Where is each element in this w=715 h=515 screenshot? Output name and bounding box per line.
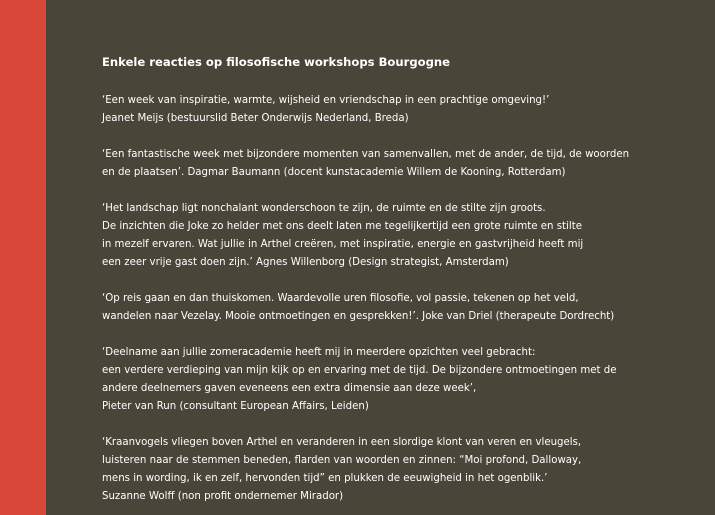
testimonial-line: ‘Een week van inspiratie, warmte, wijsheid en vriendschap in een prachtige omgeving!’ (102, 95, 550, 106)
testimonial-line: ‘Kraanvogels vliegen boven Arthel en veranderen in een slordige klont van veren en vleugels, (102, 437, 582, 448)
testimonial-author: Jeanet Meijs (bestuurslid Beter Onderwijs Nederland, Breda) (102, 113, 409, 124)
testimonial-line: De inzichten die Joke zo helder met ons deelt laten me tegelijkertijd een grote ruimte en stilte (102, 221, 582, 232)
testimonial (102, 92, 702, 128)
content-column (102, 53, 702, 515)
testimonial (102, 434, 702, 506)
testimonial-line: ‘Deelname aan jullie zomeracademie heeft mij in meerdere opzichten veel gebracht: (102, 347, 536, 358)
testimonial-line: andere deelnemers gaven eveneens een extra dimensie aan deze week’, (102, 383, 477, 394)
testimonial-line: luisteren naar de stemmen beneden, flarden van woorden en zinnen: “Moi profond, Dalloway, (102, 455, 582, 466)
testimonial-line: ‘Het landschap ligt nonchalant wonderschoon te zijn, de ruimte en de stilte zijn groots. (102, 203, 546, 214)
testimonial-line: ‘Een fantastische week met bijzondere momenten van samenvallen, met de ander, de tijd, de woorden (102, 149, 630, 160)
testimonial-author: Suzanne Wolff (non profit ondernemer Mirador) (102, 491, 344, 502)
testimonial-author: Pieter van Run (consultant European Affairs, Leiden) (102, 401, 369, 412)
testimonial-line: mens in wording, ik en zelf, hervonden tijd” en plukken de eeuwigheid in het ogenblik.’ (102, 473, 548, 484)
testimonial-line: en de plaatsen’. Dagmar Baumann (docent kunstacademie Willem de Kooning, Rotterdam) (102, 167, 566, 178)
testimonial-line: ‘Op reis gaan en dan thuiskomen. Waardevolle uren filosofie, vol passie, tekenen op het veld, (102, 293, 579, 304)
testimonial (102, 146, 702, 182)
accent-bar (0, 0, 46, 515)
testimonial (102, 344, 702, 416)
testimonial-line: een zeer vrije gast doen zijn.’ Agnes Willenborg (Design strategist, Amsterdam) (102, 257, 509, 268)
page-title: Enkele reacties op filosofische workshops Bourgogne (102, 55, 451, 69)
testimonial (102, 290, 702, 326)
testimonial (102, 200, 702, 272)
testimonial-line: wandelen naar Vezelay. Mooie ontmoetingen en gesprekken!’. Joke van Driel (therapeute Dordrecht) (102, 311, 615, 322)
testimonial-line: in mezelf ervaren. Wat jullie in Arthel creëren, met inspiratie, energie en gastvrijheid heeft mij (102, 239, 584, 250)
testimonial-line: een verdere verdieping van mijn kijk op en ervaring met de tijd. De bijzondere ontmoetingen met de (102, 365, 617, 376)
